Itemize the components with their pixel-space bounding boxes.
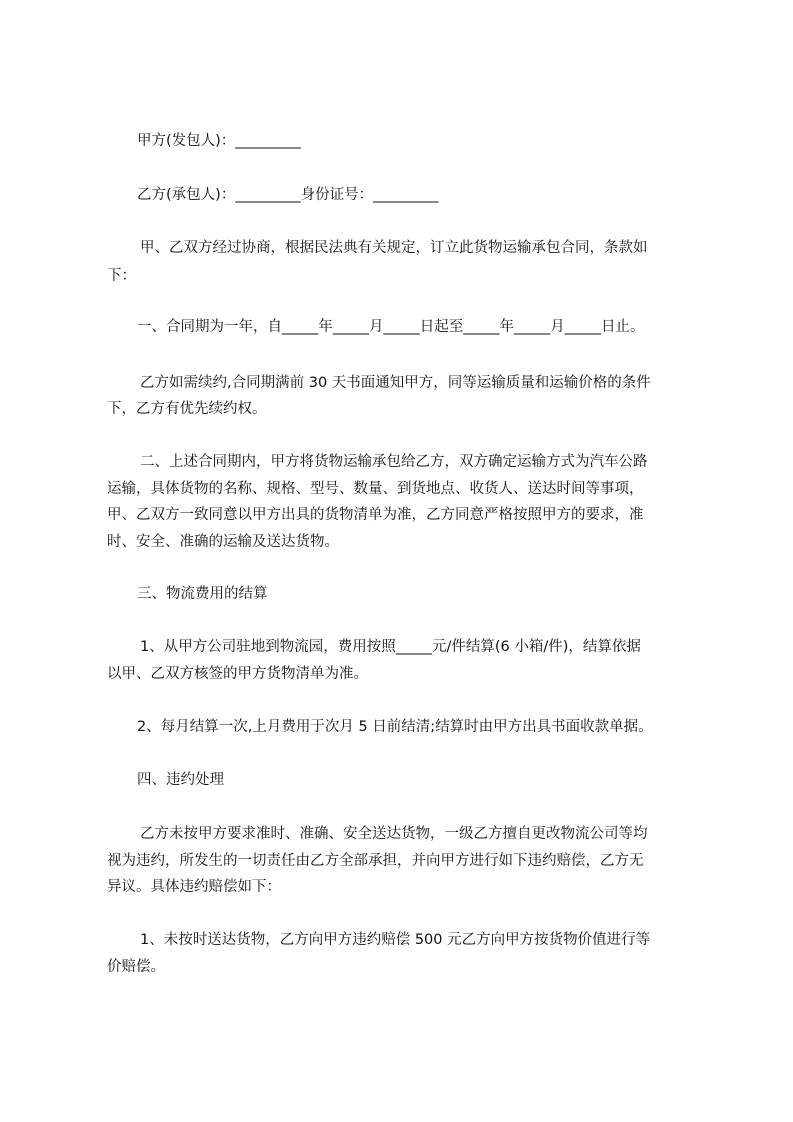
clause2-line-3: 甲、乙双方一致同意以甲方出具的货物清单为准，乙方同意严格按照甲方的要求，准 xyxy=(107,507,644,523)
intro-line-1: 甲、乙双方经过协商，根据民法典有关规定，订立此货物运输承包合同，条款如 xyxy=(140,240,648,256)
clause2-line-2: 运输，具体货物的名称、规格、型号、数量、到货地点、收货人、送达时间等事项， xyxy=(107,481,644,497)
renewal-line-2: 下，乙方有优先续约权。 xyxy=(107,401,267,417)
clause4-item1-line-1: 1、未按时送达货物，乙方向甲方违约赔偿 500 元乙方向甲方按货物价值进行等 xyxy=(140,932,651,948)
party-a-line: 甲方(发包人)：_________ xyxy=(137,133,301,149)
party-b-line: 乙方(承包人)：_________身份证号：_________ xyxy=(137,187,439,203)
clause4-body-line-2: 视为违约，所发生的一切责任由乙方全部承担，并向甲方进行如下违约赔偿，乙方无 xyxy=(107,853,644,869)
clause3-item1-line-1: 1、从甲方公司驻地到物流园，费用按照_____元/件结算(6 小箱/件)，结算依据 xyxy=(140,639,641,655)
clause4-item1-line-2: 价赔偿。 xyxy=(107,959,165,975)
clause2-line-1: 二、上述合同期内，甲方将货物运输承包给乙方，双方确定运输方式为汽车公路 xyxy=(140,454,648,470)
clause4-body-line-3: 异议。具体违约赔偿如下： xyxy=(107,879,281,895)
intro-line-2: 下： xyxy=(107,268,136,284)
renewal-line-1: 乙方如需续约,合同期满前 30 天书面通知甲方，同等运输质量和运输价格的条件 xyxy=(140,375,651,391)
clause2-line-4: 时、安全、准确的运输及送达货物。 xyxy=(107,534,339,550)
clause4-body-line-1: 乙方未按甲方要求准时、准确、安全送达货物，一级乙方擅自更改物流公司等均 xyxy=(140,826,648,842)
clause3-item1-line-2: 以甲、乙双方核签的甲方货物清单为准。 xyxy=(107,666,368,682)
clause4-title: 四、违约处理 xyxy=(137,772,224,788)
clause3-item2-line: 2、每月结算一次,上月费用于次月 5 日前结清;结算时由甲方出具书面收款单据。 xyxy=(137,719,653,735)
clause1-line: 一、合同期为一年，自_____年_____月_____日起至_____年_____月_____日止。 xyxy=(137,319,645,335)
clause3-title: 三、物流费用的结算 xyxy=(137,586,268,602)
